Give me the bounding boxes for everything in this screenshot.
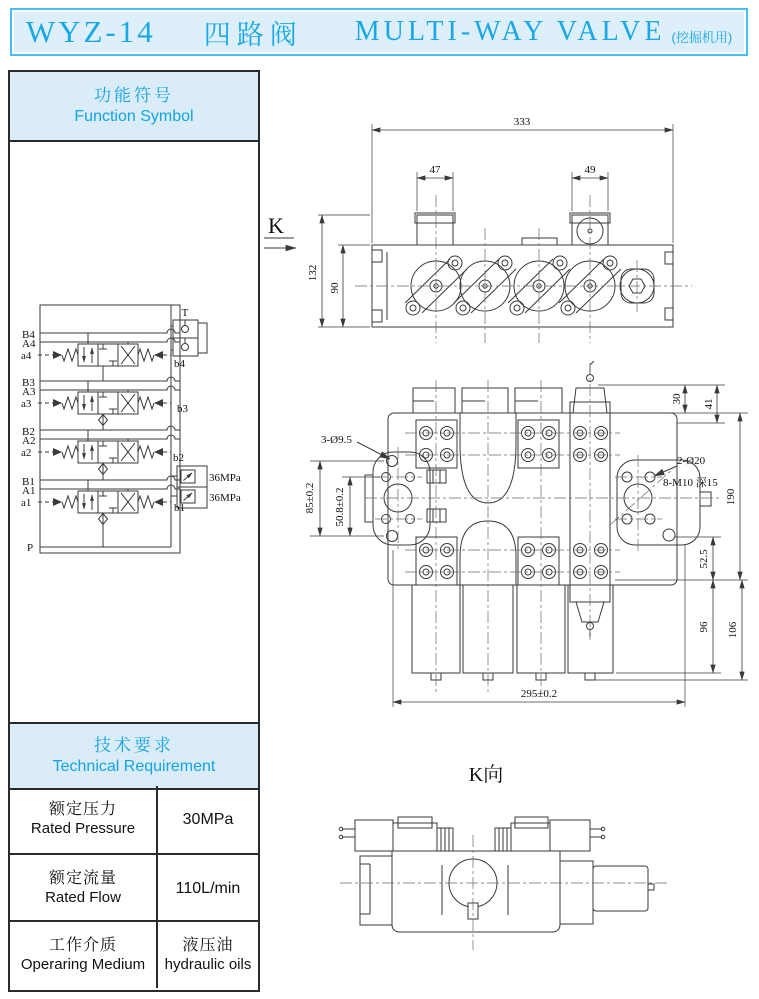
port-label-T: T xyxy=(181,307,189,319)
hydraulic-circuit-schematic xyxy=(10,290,250,580)
dim-96: 96 xyxy=(698,621,710,633)
view-direction-label: K xyxy=(268,213,284,238)
top-view-drawing xyxy=(260,100,759,350)
port-label-b2: b2 xyxy=(173,452,184,464)
dim-41: 41 xyxy=(703,398,715,410)
top-view-body xyxy=(372,213,673,327)
front-view-drawing xyxy=(280,355,759,715)
top-view-dimensions xyxy=(264,124,673,327)
technical-title-en: Technical Requirement xyxy=(52,757,216,775)
dim-85: 85±0.2 xyxy=(304,482,316,514)
table-row xyxy=(10,853,258,922)
dim-port-left: 47 xyxy=(429,164,441,176)
dim-height: 132 xyxy=(307,264,319,282)
dim-3-holes: 3-Ø9.5 xyxy=(321,434,352,446)
rated-flow-label-en: Rated Flow xyxy=(45,889,121,907)
rated-pressure-value: 30MPa xyxy=(182,810,234,828)
port-label: A2 xyxy=(22,435,36,447)
dim-2-holes: 2-Ø20 xyxy=(677,455,706,467)
rated-pressure-label-cn: 额定压力 xyxy=(48,801,117,819)
dim-port-right: 49 xyxy=(584,164,596,176)
rated-flow-value: 110L/min xyxy=(175,879,241,897)
table-row xyxy=(10,920,258,988)
title-bar xyxy=(10,8,748,56)
port-label: A4 xyxy=(22,338,36,350)
relief-pressure-label: 36MPa xyxy=(209,492,241,504)
k-view-body xyxy=(339,817,654,932)
port-label: a3 xyxy=(21,398,32,410)
tank-check-valves xyxy=(171,320,207,356)
rated-flow-label-cn: 额定流量 xyxy=(48,870,117,888)
port-label: B3 xyxy=(22,377,35,389)
port-label-b3: b3 xyxy=(177,403,188,415)
port-label: B2 xyxy=(22,426,35,438)
port-label-P: P xyxy=(27,542,34,554)
technical-title-cn: 技术要求 xyxy=(94,735,174,755)
valve-section-2 xyxy=(21,426,180,463)
port-label: a1 xyxy=(21,497,32,509)
valve-section-1 xyxy=(21,476,180,513)
operating-medium-label-cn: 工作介质 xyxy=(48,936,117,954)
valve-section-3 xyxy=(21,377,180,414)
dim-inner-height: 90 xyxy=(329,282,341,294)
usage-note: (挖掘机用) xyxy=(671,29,733,45)
front-view-body xyxy=(365,361,711,680)
operating-medium-value-cn: 液压油 xyxy=(182,936,234,954)
dim-106: 106 xyxy=(727,621,739,639)
function-symbol-title-cn: 功能符号 xyxy=(94,85,174,105)
table-row xyxy=(10,786,258,853)
port-label: B1 xyxy=(22,476,35,488)
port-label-b4: b4 xyxy=(174,358,185,370)
port-label-b1: b1 xyxy=(174,502,185,514)
port-label: B4 xyxy=(22,329,35,341)
port-label: A1 xyxy=(22,485,36,497)
dim-total-width: 333 xyxy=(513,116,531,128)
rated-pressure-label-en: Rated Pressure xyxy=(30,820,136,838)
dim-50-8: 50.8±0.2 xyxy=(334,487,346,527)
technical-requirement-header xyxy=(10,722,258,790)
operating-medium-value-en: hydraulic oils xyxy=(164,955,252,973)
port-label: A3 xyxy=(22,386,36,398)
function-symbol-header xyxy=(10,72,258,142)
front-view-bolts xyxy=(420,427,608,579)
dim-30: 30 xyxy=(671,393,683,405)
k-view-centerlines xyxy=(340,835,670,950)
function-symbol-title-en: Function Symbol xyxy=(74,107,194,125)
valve-name-en: MULTI-WAY VALVE xyxy=(354,16,666,47)
dim-190: 190 xyxy=(725,488,737,506)
valve-section-4 xyxy=(21,329,180,366)
operating-medium-label-en: Operaring Medium xyxy=(20,955,146,973)
port-label: a4 xyxy=(21,350,32,362)
valve-name-cn: 四路阀 xyxy=(203,19,303,50)
dim-295: 295±0.2 xyxy=(520,688,558,700)
k-view-title: K向 xyxy=(468,764,504,786)
k-view-drawing xyxy=(280,755,759,999)
relief-pressure-label: 36MPa xyxy=(209,472,241,484)
dim-8-m10: 8-M10 深15 xyxy=(663,477,718,489)
front-view-dimension-lines xyxy=(310,385,748,707)
dim-52-5: 52.5 xyxy=(698,549,710,569)
port-label: a2 xyxy=(21,447,32,459)
model-code: WYZ-14 xyxy=(25,14,156,49)
